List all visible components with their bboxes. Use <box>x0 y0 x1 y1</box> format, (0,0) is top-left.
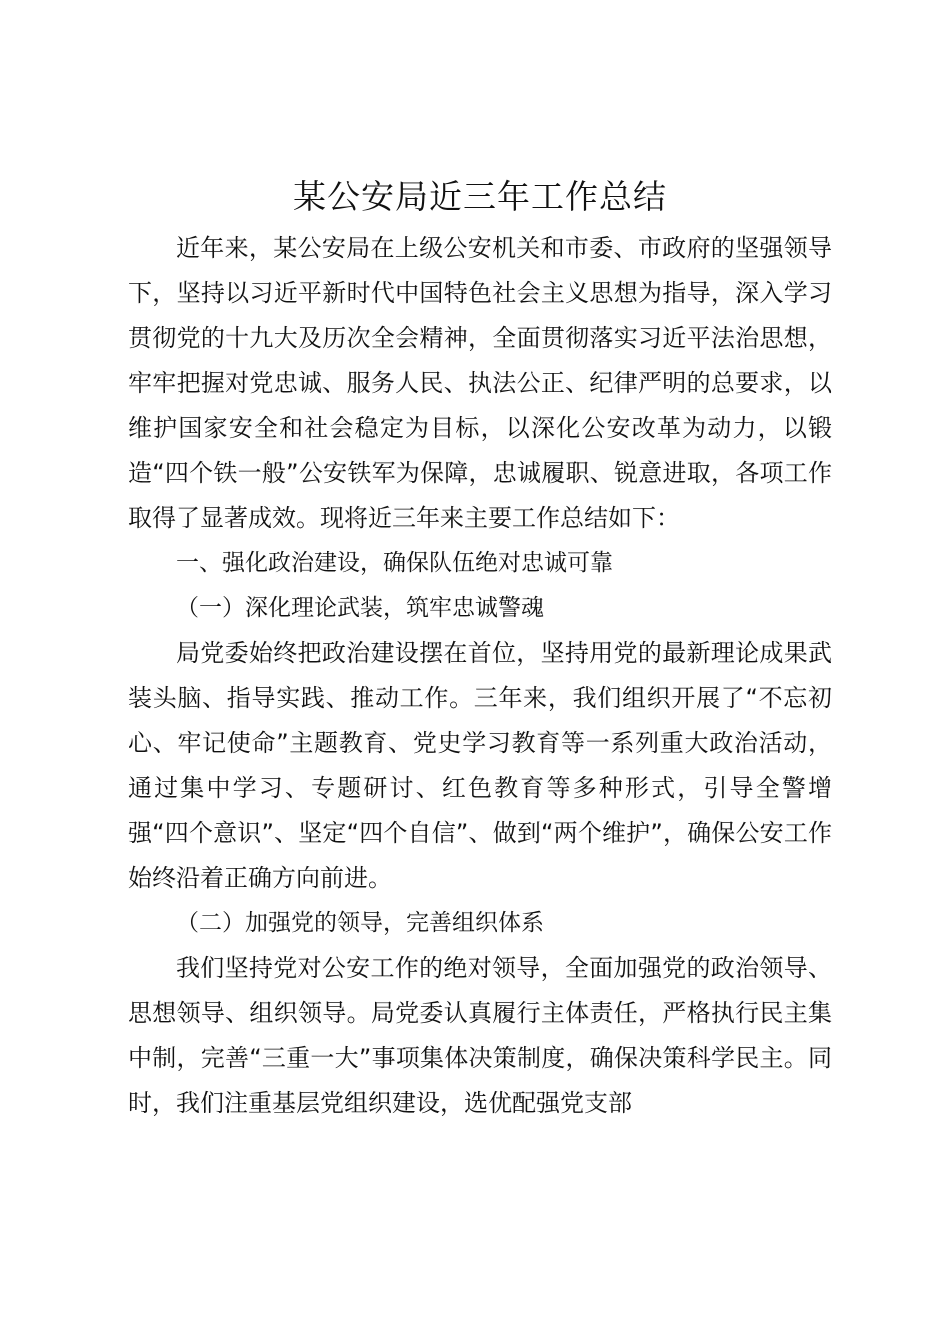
body-paragraph-1-2: 我们坚持党对公安工作的绝对领导，全面加强党的政治领导、思想领导、组织领导。局党委认真履行主体责任，严格执行民主集中制，完善“三重一大”事项集体决策制度，确保决策科学民主。同时，我们注重基层党组织建设，选优配强党支部 <box>128 954 832 1117</box>
subsection-heading-1-1: （一）深化理论武装，筑牢忠诚警魂 <box>176 595 544 621</box>
section-heading-1: 一、强化政治建设，确保队伍绝对忠诚可靠 <box>176 550 613 576</box>
intro-paragraph: 近年来，某公安局在上级公安机关和市委、市政府的坚强领导下，坚持以习近平新时代中国特色社会主义思想为指导，深入学习贯彻党的十九大及历次全会精神，全面贯彻落实习近平法治思想，牢牢把握对党忠诚、服务人民、执法公正、纪律严明的总要求，以维护国家安全和社会稳定为目标，以深化公安改革为动力，以锻造“四个铁一般”公安铁军为保障，忠诚履职、锐意进取，各项工作取得了显著成效。现将近三年来主要工作总结如下： <box>128 234 832 532</box>
subsection-heading-1-2: （二）加强党的领导，完善组织体系 <box>176 910 544 936</box>
document-title: 某公安局近三年工作总结 <box>293 177 667 216</box>
body-paragraph-1-1: 局党委始终把政治建设摆在首位，坚持用党的最新理论成果武装头脑、指导实践、推动工作。三年来，我们组织开展了“不忘初心、牢记使命”主题教育、党史学习教育等一系列重大政治活动，通过集中学习、专题研讨、红色教育等多种形式，引导全警增强“四个意识”、坚定“四个自信”、做到“两个维护”，确保公安工作始终沿着正确方向前进。 <box>128 639 832 892</box>
document-page <box>128 172 832 1126</box>
